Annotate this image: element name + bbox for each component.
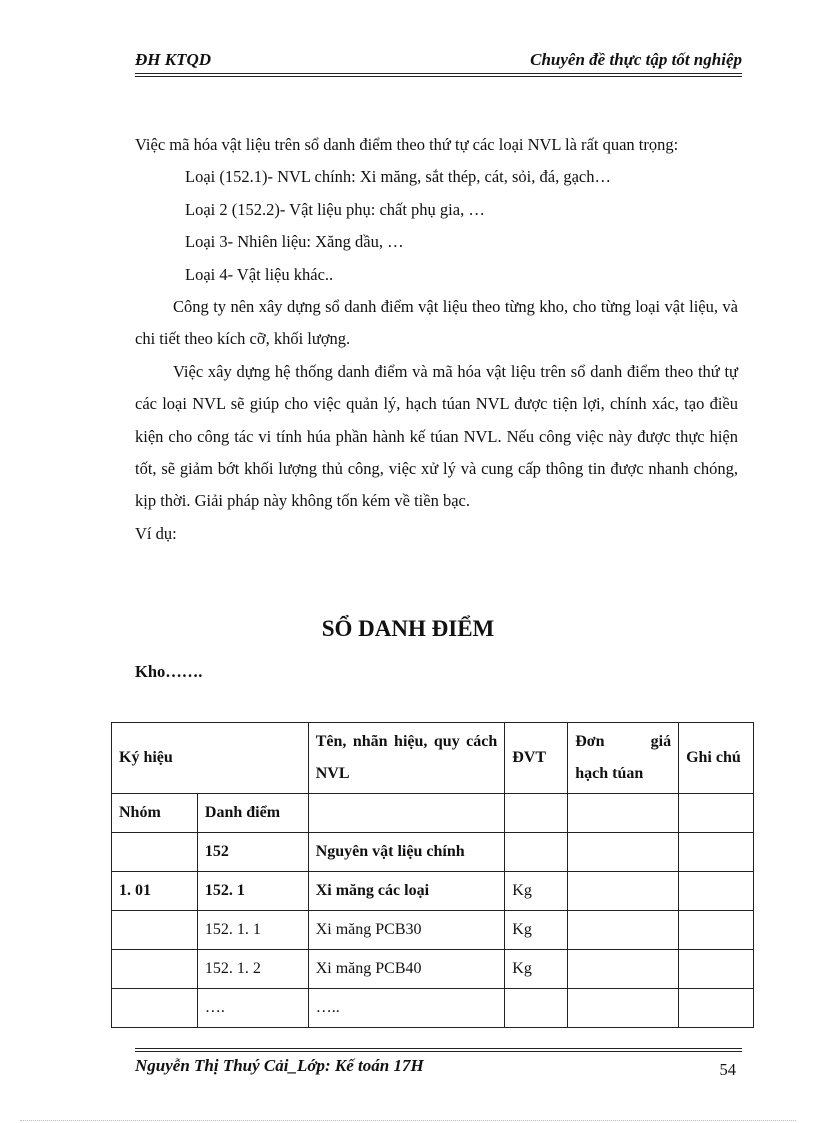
- page-header: [135, 48, 742, 74]
- header-don-gia-line2: hạch túan: [575, 765, 644, 782]
- header-document-type: Chuyên đề thực tập tốt nghiệp: [530, 50, 742, 69]
- cell-ten: Xi măng PCB30: [308, 911, 505, 950]
- header-nhom: Nhóm: [112, 794, 198, 833]
- header-rule-double: [135, 76, 742, 77]
- list-item-type-2: Loại 2 (152.2)- Vật liệu phụ: chất phụ gia, …: [185, 199, 485, 219]
- cell-dvt: [505, 989, 568, 1028]
- table-row: [112, 872, 754, 911]
- paragraph-example: Ví dụ:: [135, 523, 177, 543]
- header-rule: [135, 73, 742, 74]
- warehouse-label: Kho…….: [135, 662, 203, 681]
- cell-ten: Nguyên vật liệu chính: [308, 833, 505, 872]
- cell-dvt: [505, 833, 568, 872]
- list-item-type-1: Loại (152.1)- NVL chính: Xi măng, sắt thép, cát, sỏi, đá, gạch…: [185, 167, 611, 187]
- cell-ten: …..: [308, 989, 505, 1028]
- header-dvt: ĐVT: [505, 723, 568, 794]
- header-don-gia-word1: Đơn: [575, 733, 605, 750]
- cell-dvt: Kg: [505, 872, 568, 911]
- cell-nhom: [112, 950, 198, 989]
- header-university: ĐH KTQD: [135, 50, 212, 69]
- page-footer: [135, 1048, 742, 1088]
- header-ghi-chu: Ghi chú: [679, 723, 754, 794]
- cell-nhom: [112, 989, 198, 1028]
- footer-rule-double: [135, 1051, 742, 1052]
- header-danh-diem: Danh điểm: [197, 794, 308, 833]
- table-row: [112, 833, 754, 872]
- table-row: [112, 911, 754, 950]
- cell-ten: Xi măng các loại: [308, 872, 505, 911]
- danh-diem-table: [111, 722, 754, 1028]
- table-row: [112, 989, 754, 1028]
- footer-author: Nguyễn Thị Thuý Cải_Lớp: Kế toán 17H: [135, 1056, 424, 1075]
- cell-danh-diem: 152. 1: [197, 872, 308, 911]
- cell-danh-diem: ….: [197, 989, 308, 1028]
- cell-nhom: 1. 01: [112, 872, 198, 911]
- header-don-gia-word2: giá: [650, 733, 672, 750]
- table-row: [112, 950, 754, 989]
- cell-ten: Xi măng PCB40: [308, 950, 505, 989]
- cell-danh-diem: 152. 1. 2: [197, 950, 308, 989]
- table-header-row: [112, 723, 754, 794]
- list-item-type-4: Loại 4- Vật liệu khác..: [185, 264, 334, 284]
- cell-danh-diem: 152: [197, 833, 308, 872]
- header-ten: Tên, nhãn hiệu, quy cách NVL: [308, 723, 505, 794]
- cell-nhom: [112, 833, 198, 872]
- paragraph-benefits: Việc xây dựng hệ thống danh điểm và mã hóa vật liệu trên sổ danh điểm theo thứ tự các loại NVL sẽ giúp cho việc quản lý, hạch túan NVL được tiện lợi, chính xác, tạo điều kiện cho công tác vi tính húa phần hành kế túan NVL. Nếu công việc này được thực hiện tốt, sẽ giảm bớt khối lượng thủ công, việc xử lý và cung cấp thông tin được nhanh chóng, kịp thời. Giải pháp này không tốn kém về tiền bạc.: [135, 361, 738, 511]
- cell-danh-diem: 152. 1. 1: [197, 911, 308, 950]
- cell-dvt: Kg: [505, 950, 568, 989]
- page-edge-dots: [20, 1120, 796, 1121]
- body-text: [135, 129, 738, 550]
- cell-nhom: [112, 911, 198, 950]
- header-don-gia: [568, 723, 679, 794]
- footer-rule: [135, 1048, 742, 1049]
- paragraph-recommendation: Công ty nên xây dựng sổ danh điểm vật liệu theo từng kho, cho từng loại vật liệu, và chi tiết theo kích cỡ, khối lượng.: [135, 297, 738, 349]
- table-subheader-row: [112, 794, 754, 833]
- list-item-type-3: Loại 3- Nhiên liệu: Xăng dầu, …: [185, 232, 404, 252]
- cell-dvt: Kg: [505, 911, 568, 950]
- page-number: 54: [719, 1060, 736, 1079]
- section-title: SỔ DANH ĐIỂM: [321, 616, 495, 641]
- header-ky-hieu: Ký hiệu: [112, 723, 309, 794]
- paragraph-intro: Việc mã hóa vật liệu trên sổ danh điểm theo thứ tự các loại NVL là rất quan trọng:: [135, 135, 679, 154]
